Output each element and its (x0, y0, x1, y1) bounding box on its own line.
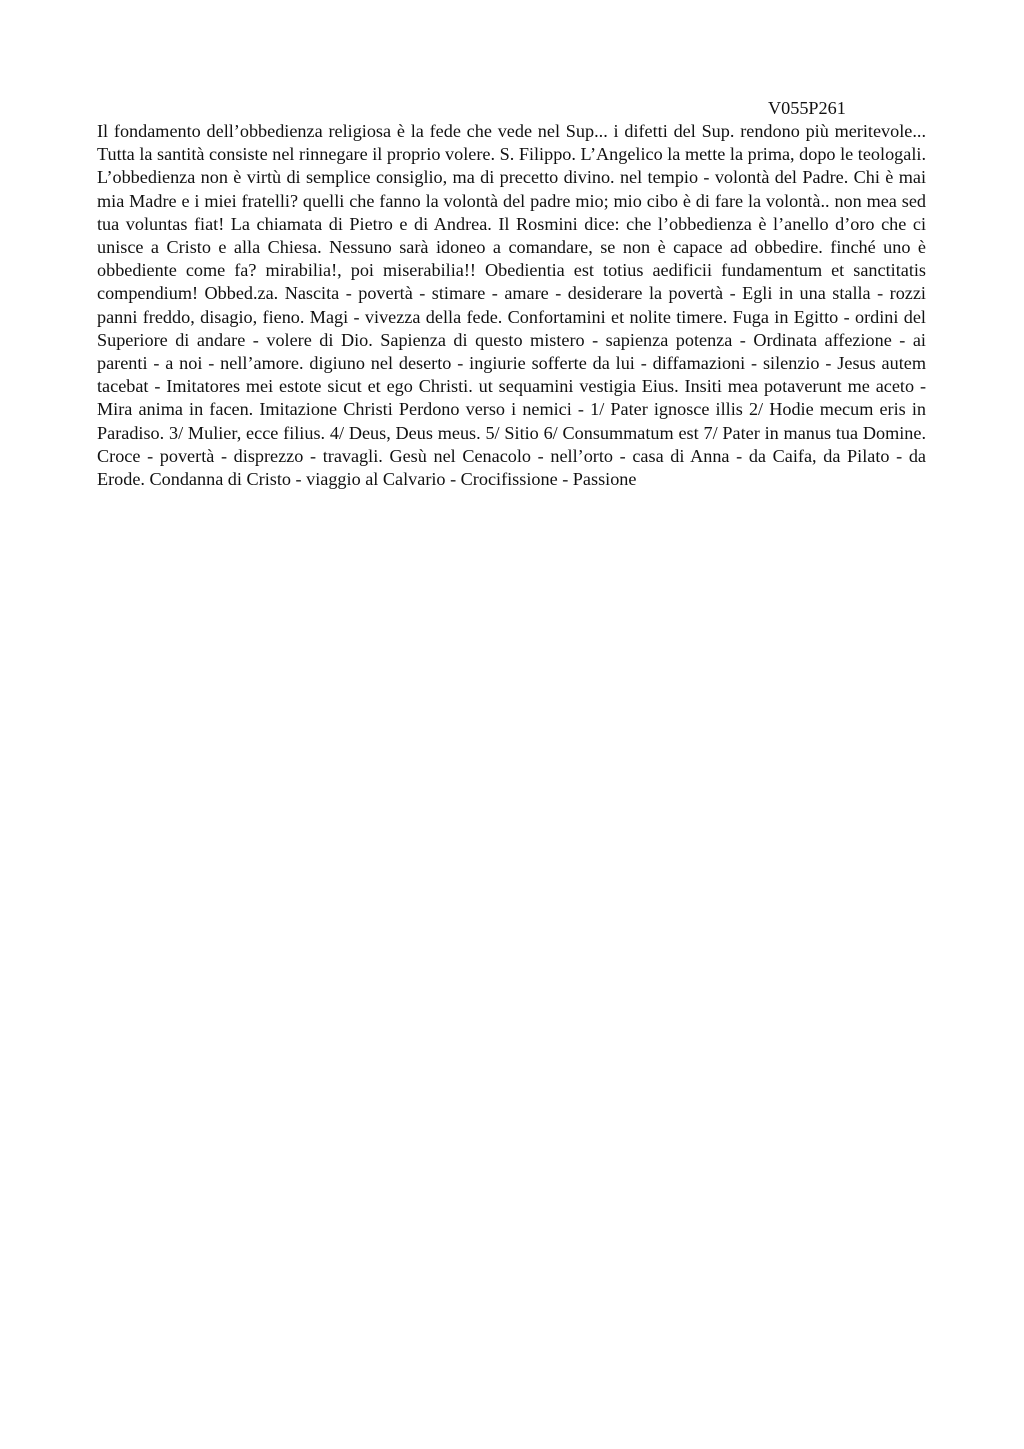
body-paragraph: Il fondamento dell’obbedienza religiosa è la fede che vede nel Sup... i difetti del Sup. rendono più meritevole... Tutta la santità consiste nel rinnegare il proprio volere. S. Filippo. L’Angelico la mette la prima, dopo le teologali. L’obbedienza non è virtù di semplice consiglio, ma di precetto divino. nel tempio - volontà del Padre. Chi è mai mia Madre e i miei fratelli? quelli che fanno la volontà del padre mio; mio cibo è di fare la volontà.. non mea sed tua voluntas fiat! La chiamata di Pietro e di Andrea. Il Rosmini dice: che l’obbedienza è l’anello d’oro che ci unisce a Cristo e alla Chiesa. Nessuno sarà idoneo a comandare, se non è capace ad obbedire. finché uno è obbediente come fa? mirabilia!, poi miserabilia!! Obedientia est totius aedificii fundamentum et sanctitatis compendium! Obbed.za. Nascita - povertà - stimare - amare - desiderare la povertà - Egli in una stalla - rozzi panni freddo, disagio, fieno. Magi - vivezza della fede. Confortamini et nolite timere. Fuga in Egitto - ordini del Superiore di andare - volere di Dio. Sapienza di questo mistero - sapienza potenza - Ordinata affezione - ai parenti - a noi - nell’amore. digiuno nel deserto - ingiurie sofferte da lui - diffamazioni - silenzio - Jesus autem tacebat - Imitatores mei estote sicut et ego Christi. ut sequamini vestigia Eius. Insiti mea potaverunt me aceto - Mira anima in facen. Imitazione Christi Perdono verso i nemici - 1/ Pater ignosce illis 2/ Hodie mecum eris in Paradiso. 3/ Mulier, ecce filius. 4/ Deus, Deus meus. 5/ Sitio 6/ Consummatum est 7/ Pater in manus tua Domine. Croce - povertà - disprezzo - travagli. Gesù nel Cenacolo - nell’orto - casa di Anna - da Caifa, da Pilato - da Erode. Condanna di Cristo - viaggio al Calvario - Crocifissione - Passione (97, 121, 926, 490)
page-identifier: V055P261 (768, 98, 846, 118)
